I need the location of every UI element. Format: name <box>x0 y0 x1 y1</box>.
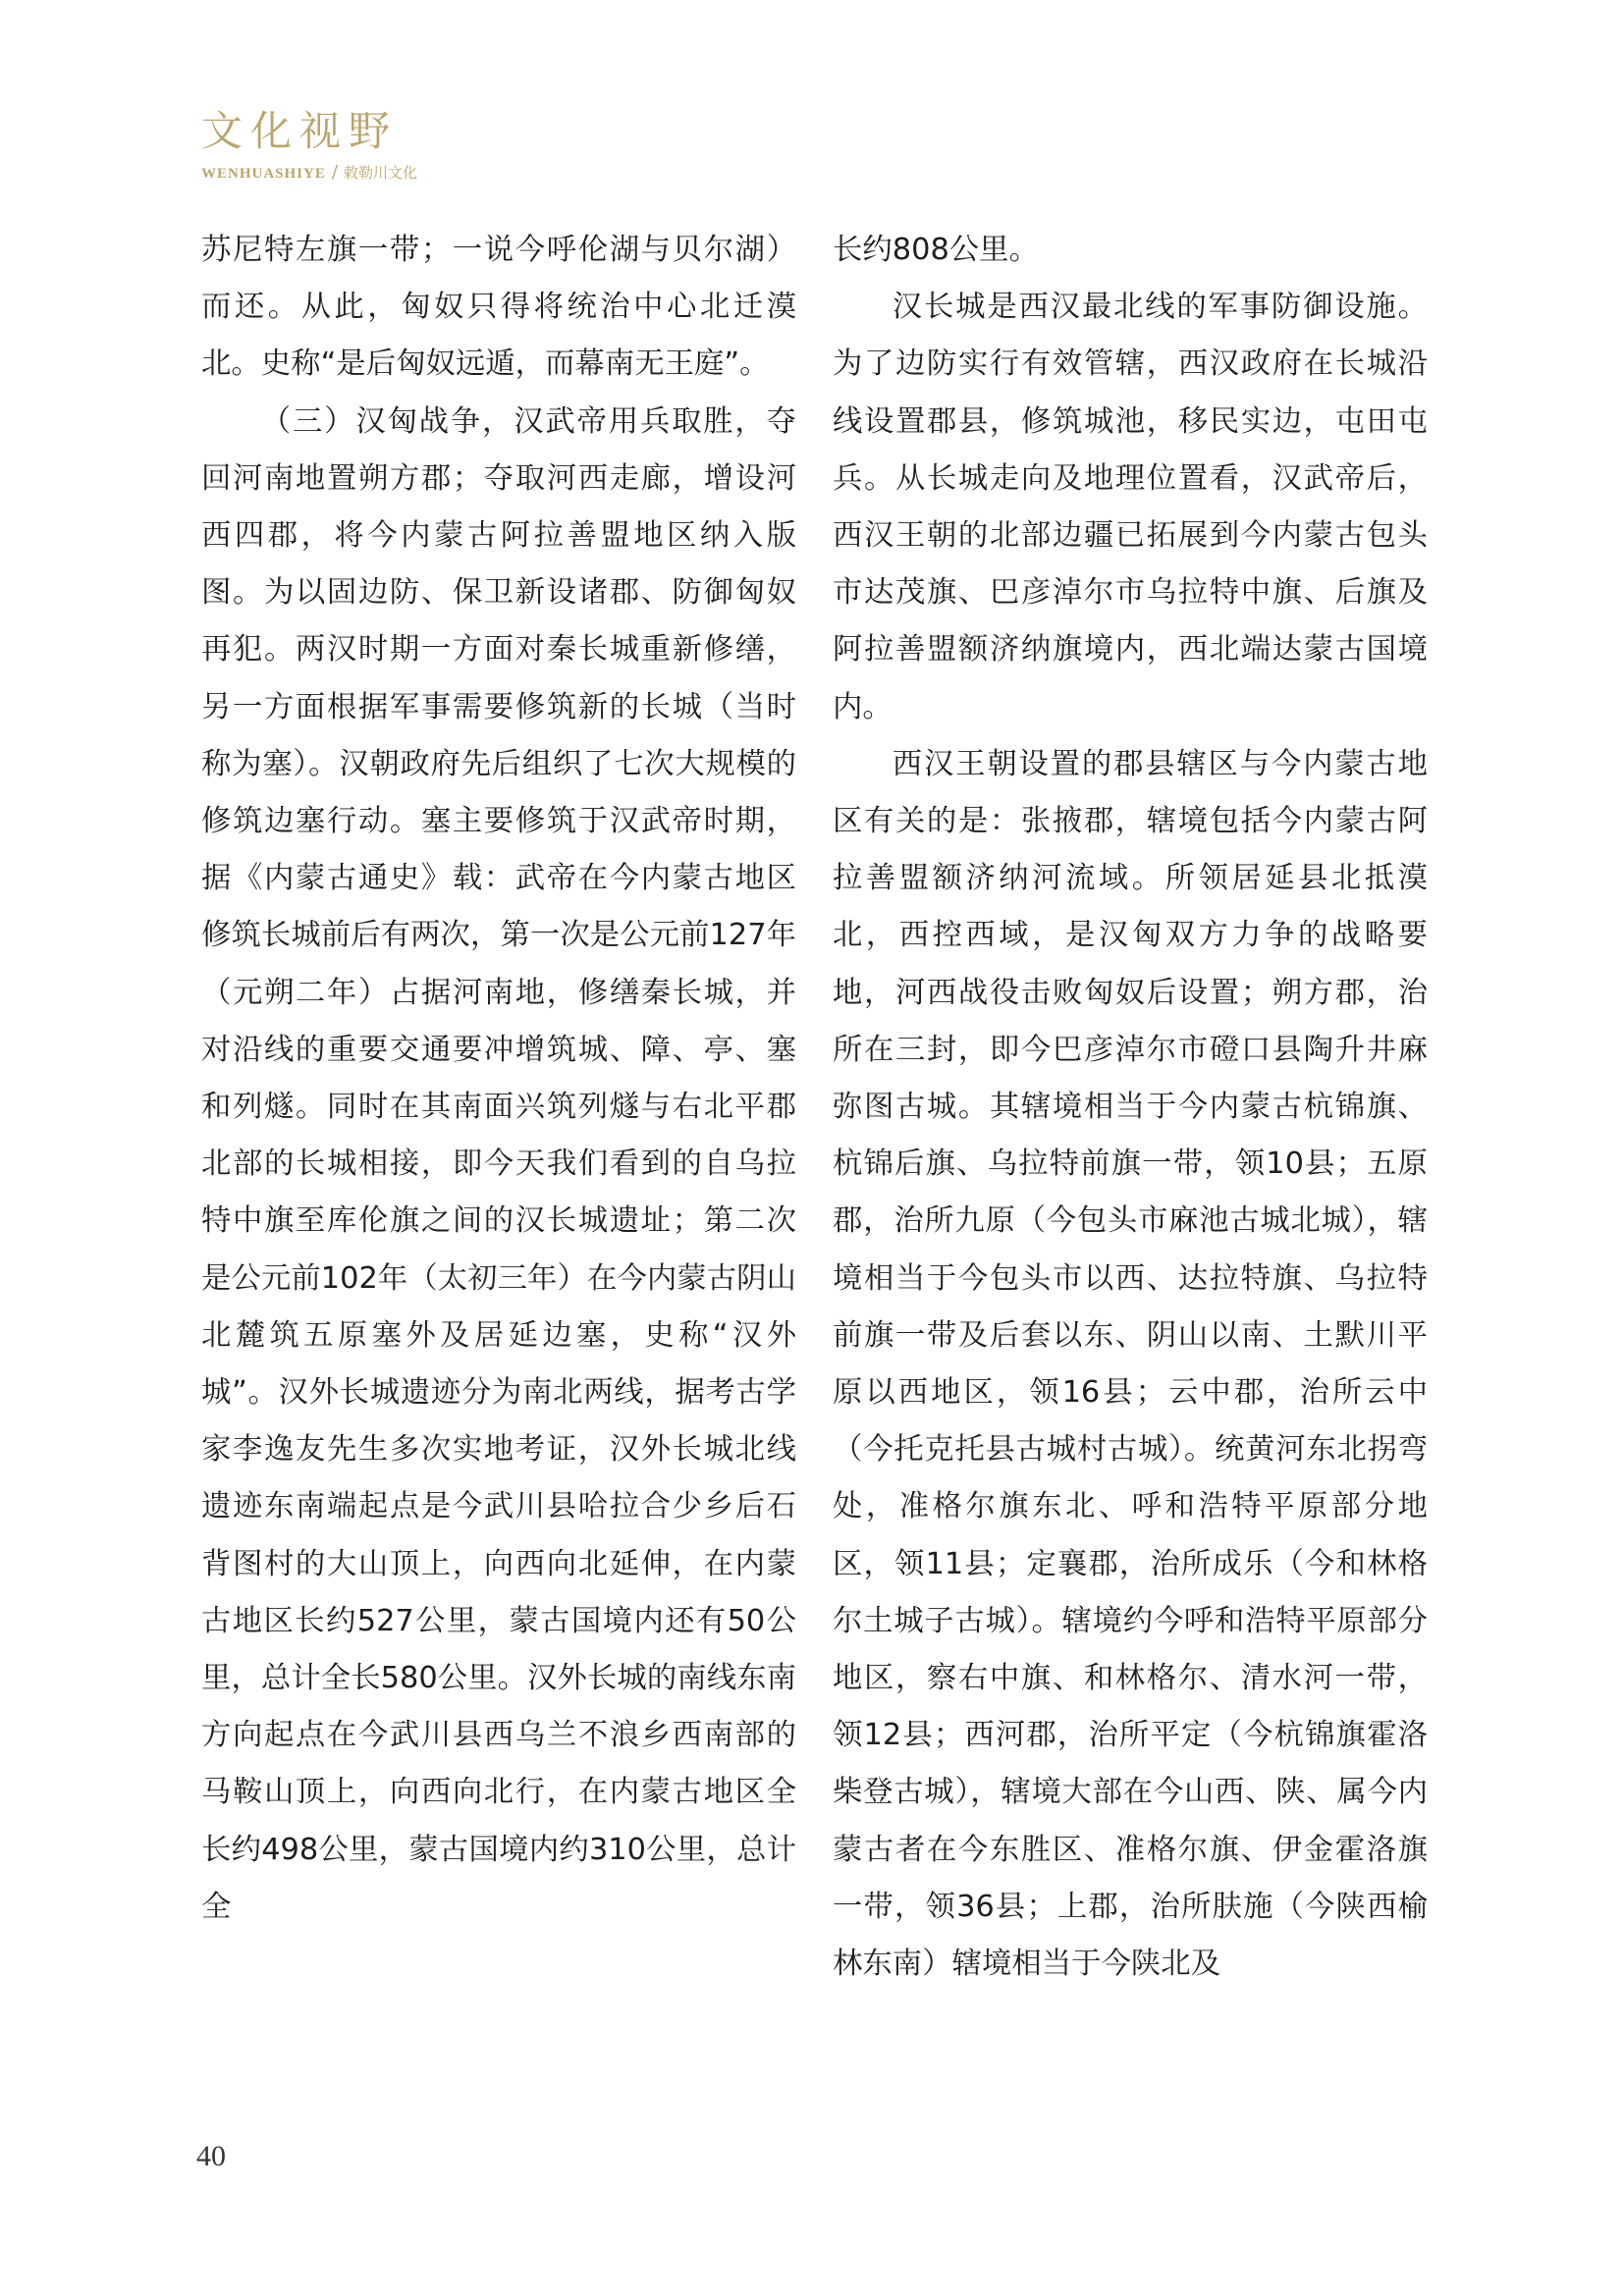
paragraph: 长约808公里。 <box>833 233 1039 267</box>
page-number: 40 <box>196 2140 226 2172</box>
running-header <box>201 106 417 184</box>
header-subtitle-column: 敕勒川文化 <box>343 164 417 182</box>
right-text-column <box>833 222 1428 1993</box>
paragraph: （三）汉匈战争，汉武帝用兵取胜，夺回河南地置朔方郡；夺取河西走廊，增设河西四郡，将今内蒙古阿拉善盟地区纳入版图。为以固边防、保卫新设诸郡、防御匈奴再犯。两汉时期一方面对秦长城重新修缮，另一方面根据军事需要修筑新的长城（当时称为塞）。汉朝政府先后组织了七次大规模的修筑边塞行动。塞主要修筑于汉武帝时期，据《内蒙古通史》载：武帝在今内蒙古地区修筑长城前后有两次，第一次是公元前127年（元朔二年）占据河南地，修缮秦长城，并对沿线的重要交通要冲增筑城、障、亭、塞和列燧。同时在其南面兴筑列燧与右北平郡北部的长城相接，即今天我们看到的自乌拉特中旗至库伦旗之间的汉长城遗址；第二次是公元前102年（太初三年）在今内蒙古阴山北麓筑五原塞外及居延边塞，史称“汉外城”。汉外长城遗迹分为南北两线，据考古学家李逸友先生多次实地考证，汉外长城北线遗迹东南端起点是今武川县哈拉合少乡后石背图村的大山顶上，向西向北延伸，在内蒙古地区长约527公里，蒙古国境内还有50公里，总计全长580公里。汉外长城的南线东南方向起点在今武川县西乌兰不浪乡西南部的马鞍山顶上，向西向北行，在内蒙古地区全长约498公里，蒙古国境内约310公里，总计全 <box>201 403 796 1924</box>
paragraph: 汉长城是西汉最北线的军事防御设施。为了边防实行有效管辖，西汉政府在长城沿线设置郡县，修筑城池，移民实边，屯田屯兵。从长城走向及地理位置看，汉武帝后，西汉王朝的北部边疆已拓展到今内蒙古包头市达茂旗、巴彦淖尔市乌拉特中旗、后旗及阿拉善盟额济纳旗境内，西北端达蒙古国境内。 <box>833 290 1428 724</box>
section-title: 文化视野 <box>201 107 399 155</box>
header-separator: / <box>331 162 338 183</box>
header-subtitle <box>201 163 417 184</box>
paragraph: 苏尼特左旗一带；一说今呼伦湖与贝尔湖）而还。从此，匈奴只得将统治中心北迁漠北。史称“是后匈奴远遁，而幕南无王庭”。 <box>201 233 796 382</box>
left-text-column <box>201 222 796 1936</box>
paragraph: 西汉王朝设置的郡县辖区与今内蒙古地区有关的是：张掖郡，辖境包括今内蒙古阿拉善盟额济纳河流域。所领居延县北抵漠北，西控西域，是汉匈双方力争的战略要地，河西战役击败匈奴后设置；朔方郡，治所在三封，即今巴彦淖尔市磴口县陶升井麻弥图古城。其辖境相当于今内蒙古杭锦旗、杭锦后旗、乌拉特前旗一带，领10县；五原郡，治所九原（今包头市麻池古城北城），辖境相当于今包头市以西、达拉特旗、乌拉特前旗一带及后套以东、阴山以南、土默川平原以西地区，领16县；云中郡，治所云中（今托克托县古城村古城）。统黄河东北拐弯处，准格尔旗东北、呼和浩特平原部分地区，领11县；定襄郡，治所成乐（今和林格尔土城子古城）。辖境约今呼和浩特平原部分地区，察右中旗、和林格尔、清水河一带，领12县；西河郡，治所平定（今杭锦旗霍洛柴登古城），辖境大部在今山西、陕、属今内蒙古者在今东胜区、准格尔旗、伊金霍洛旗一带，领36县；上郡，治所肤施（今陕西榆林东南）辖境相当于今陕北及 <box>833 746 1428 1982</box>
header-subtitle-pinyin: WENHUASHIYE <box>201 166 326 182</box>
